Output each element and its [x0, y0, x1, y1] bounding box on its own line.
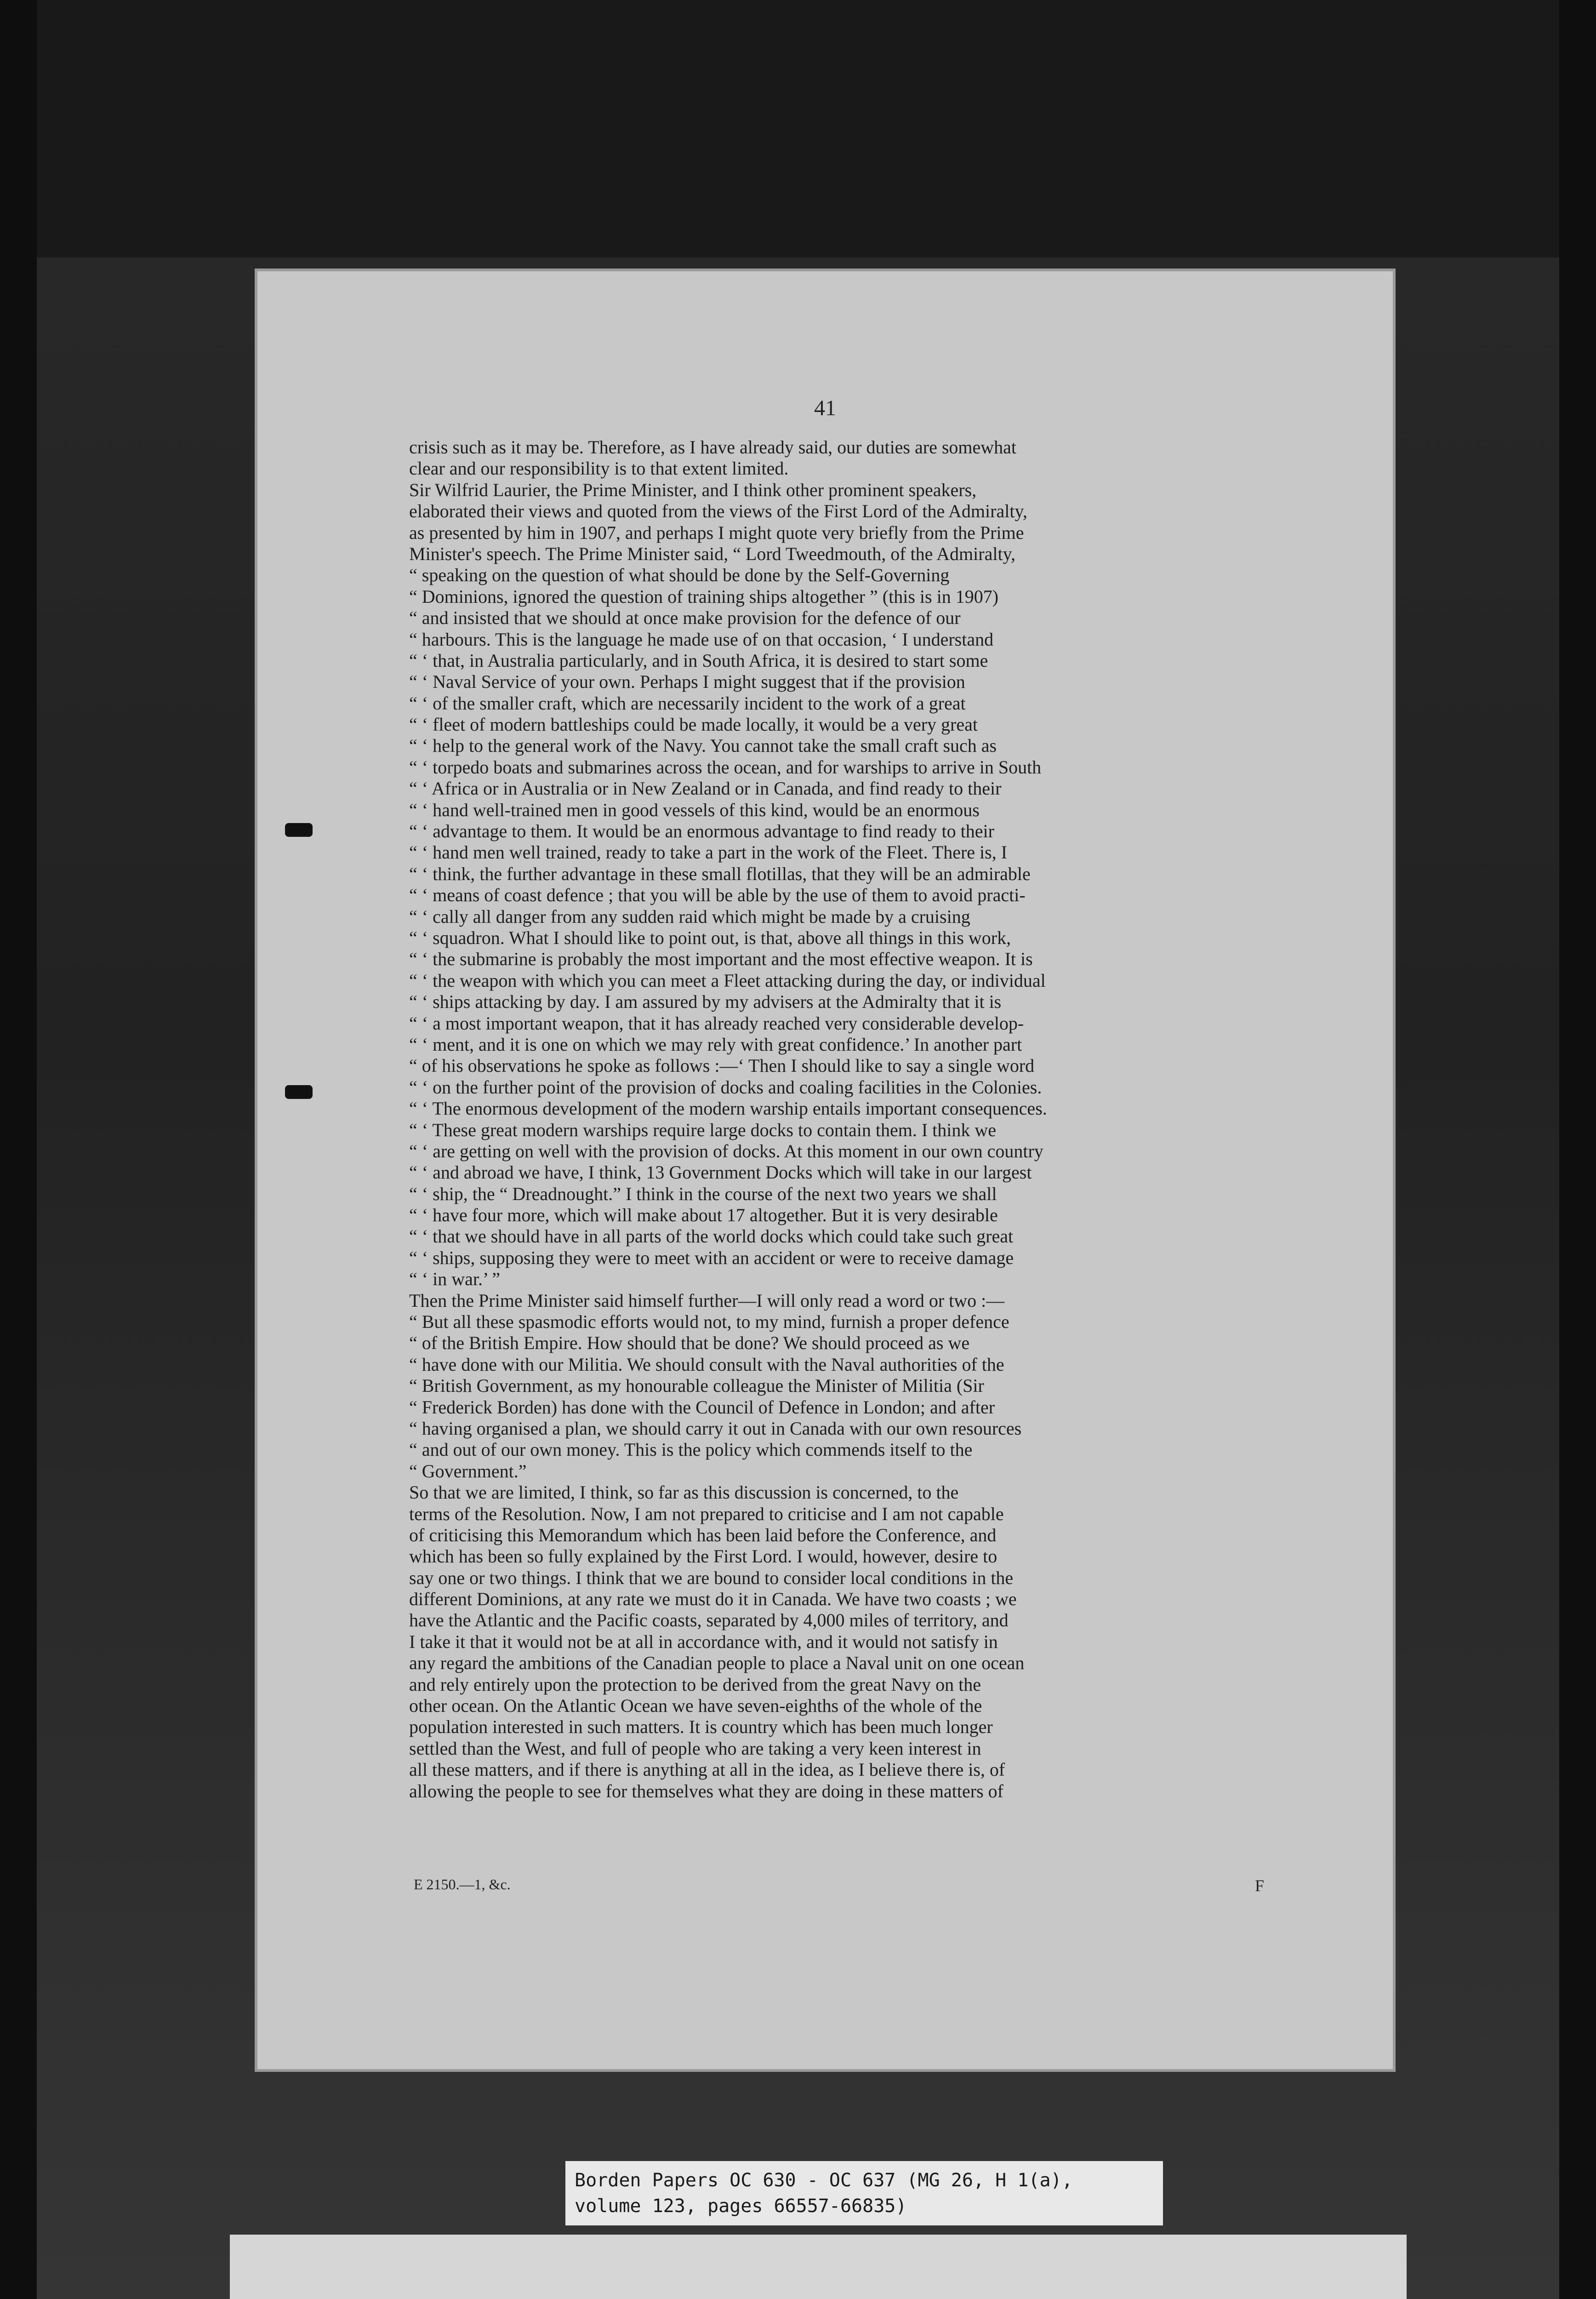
text-line: “ ‘ Naval Service of your own. Perhaps I might suggest that if the provision [409, 671, 965, 692]
text-line: “ speaking on the question of what should be done by the Self-Governing [409, 565, 950, 586]
text-line: all these matters, and if there is anything at all in the idea, as I believe there is, of [409, 1759, 1005, 1780]
text-line: I take it that it would not be at all in accordance with, and it would not satisfy in [409, 1631, 998, 1652]
text-line: “ ‘ fleet of modern battleships could be made locally, it would be a very great [409, 714, 978, 735]
text-line: Minister's speech. The Prime Minister said, “ Lord Tweedmouth, of the Admiralty, [409, 543, 1015, 564]
text-line: which has been so fully explained by the First Lord. I would, however, desire to [409, 1546, 998, 1567]
text-line: “ ‘ The enormous development of the modern warship entails important consequences. [409, 1098, 1047, 1119]
text-line: “ ‘ help to the general work of the Navy. You cannot take the small craft such as [409, 735, 997, 756]
film-edge-right [1559, 0, 1596, 2299]
text-line: clear and our responsibility is to that extent limited. [409, 458, 789, 479]
footer-print-code: E 2150.—1, &c. [414, 1876, 511, 1893]
text-line: and rely entirely upon the protection to be derived from the great Navy on the [409, 1674, 981, 1695]
text-line: as presented by him in 1907, and perhaps I might quote very briefly from the Prime [409, 522, 1024, 543]
text-line: Sir Wilfrid Laurier, the Prime Minister, and I think other prominent speakers, [409, 479, 977, 500]
text-line: Then the Prime Minister said himself further—I will only read a word or two :— [409, 1290, 1005, 1311]
reference-slip [565, 2161, 1163, 2225]
text-line: “ ‘ the submarine is probably the most important and the most effective weapon. It is [409, 949, 1033, 970]
text-line: say one or two things. I think that we are bound to consider local conditions in the [409, 1567, 1014, 1588]
text-line: “ Frederick Borden) has done with the Council of Defence in London; and after [409, 1396, 995, 1418]
text-line: “ ‘ ment, and it is one on which we may rely with great confidence.’ In another part [409, 1034, 1022, 1055]
footer-signature-mark: F [1255, 1876, 1265, 1895]
text-line: “ and out of our own money. This is the policy which commends itself to the [409, 1439, 973, 1460]
text-line: “ ‘ of the smaller craft, which are necessarily incident to the work of a great [409, 692, 966, 714]
text-line: “ ‘ in war.’ ” [409, 1269, 501, 1290]
text-line: crisis such as it may be. Therefore, as I have already said, our duties are somewhat [409, 437, 1017, 458]
text-line: “ ‘ that, in Australia particularly, and in South Africa, it is desired to start some [409, 650, 988, 671]
text-line: “ ‘ are getting on well with the provision of docks. At this moment in our own country [409, 1140, 1043, 1161]
text-line: “ ‘ hand men well trained, ready to take a part in the work of the Fleet. There is, I [409, 842, 1008, 863]
text-line: “ of his observations he spoke as follows :—‘ Then I should like to say a single word [409, 1055, 1035, 1076]
text-line: “ British Government, as my honourable colleague the Minister of Militia (Sir [409, 1375, 984, 1396]
text-line: any regard the ambitions of the Canadian people to place a Naval unit on one ocean [409, 1653, 1025, 1674]
text-line: allowing the people to see for themselves what they are doing in these matters of [409, 1780, 1003, 1801]
text-line: “ ‘ ships attacking by day. I am assured by my advisers at the Admiralty that it is [409, 991, 1002, 1012]
body-text [409, 437, 1259, 1802]
binding-clip-mark [285, 823, 313, 837]
reference-line-1: Borden Papers OC 630 - OC 637 (MG 26, H 1(a), [575, 2170, 1073, 2191]
text-line: “ ‘ think, the further advantage in these small flotillas, that they will be an admirable [409, 863, 1031, 884]
text-line: “ Government.” [409, 1460, 527, 1481]
document-page [257, 271, 1393, 2069]
top-dark-band [0, 0, 1596, 257]
text-line: “ have done with our Militia. We should consult with the Naval authorities of the [409, 1354, 1004, 1375]
text-line: “ ‘ torpedo boats and submarines across the ocean, and for warships to arrive in South [409, 756, 1042, 778]
film-edge-left [0, 0, 37, 2299]
text-line: of criticising this Memorandum which has been laid before the Conference, and [409, 1524, 997, 1545]
text-line: different Dominions, at any rate we must do it in Canada. We have two coasts ; we [409, 1589, 1017, 1610]
text-line: So that we are limited, I think, so far as this discussion is concerned, to the [409, 1482, 959, 1503]
text-line: “ ‘ Africa or in Australia or in New Zealand or in Canada, and find ready to their [409, 778, 1002, 799]
text-line: “ and insisted that we should at once make provision for the defence of our [409, 607, 961, 629]
text-line: “ ‘ advantage to them. It would be an enormous advantage to find ready to their [409, 821, 994, 842]
archives-card [230, 2235, 1407, 2299]
text-line: “ harbours. This is the language he made use of on that occasion, ‘ I understand [409, 629, 994, 650]
text-line: “ ‘ ships, supposing they were to meet with an accident or were to receive damage [409, 1247, 1014, 1268]
page-number: 41 [814, 396, 836, 420]
text-line: terms of the Resolution. Now, I am not prepared to criticise and I am not capable [409, 1503, 1004, 1524]
text-line: “ ‘ and abroad we have, I think, 13 Government Docks which will take in our largest [409, 1162, 1032, 1183]
text-line: “ ‘ cally all danger from any sudden raid which might be made by a cruising [409, 906, 970, 927]
text-line: other ocean. On the Atlantic Ocean we have seven-eighths of the whole of the [409, 1695, 982, 1716]
text-line: “ ‘ ship, the “ Dreadnought.” I think in the course of the next two years we shall [409, 1183, 997, 1204]
text-line: “ ‘ that we should have in all parts of the world docks which could take such great [409, 1226, 1014, 1247]
text-line: “ ‘ have four more, which will make about 17 altogether. But it is very desirable [409, 1205, 998, 1226]
text-line: “ ‘ means of coast defence ; that you will be able by the use of them to avoid practi- [409, 885, 1026, 906]
reference-line-2: volume 123, pages 66557-66835) [575, 2196, 907, 2217]
text-line: “ of the British Empire. How should that be done? We should proceed as we [409, 1333, 970, 1354]
text-line: settled than the West, and full of people who are taking a very keen interest in [409, 1738, 981, 1759]
text-line: “ ‘ hand well-trained men in good vessels of this kind, would be an enormous [409, 799, 980, 820]
text-line: elaborated their views and quoted from the views of the First Lord of the Admiralty, [409, 501, 1027, 522]
text-line: “ ‘ These great modern warships require large docks to contain them. I think we [409, 1119, 997, 1140]
binding-clip-mark [285, 1085, 313, 1099]
text-line: “ ‘ squadron. What I should like to point out, is that, above all things in this work, [409, 927, 1011, 948]
text-line: “ ‘ on the further point of the provision of docks and coaling facilities in the Colonies. [409, 1076, 1042, 1098]
text-line: “ ‘ a most important weapon, that it has already reached very considerable develop- [409, 1012, 1024, 1034]
text-line: “ Dominions, ignored the question of training ships altogether ” (this is in 1907) [409, 586, 999, 607]
text-line: “ But all these spasmodic efforts would not, to my mind, furnish a proper defence [409, 1311, 1009, 1333]
text-line: “ ‘ the weapon with which you can meet a Fleet attacking during the day, or individual [409, 970, 1046, 991]
text-line: “ having organised a plan, we should carry it out in Canada with our own resources [409, 1418, 1022, 1439]
text-line: have the Atlantic and the Pacific coasts, separated by 4,000 miles of territory, and [409, 1610, 1009, 1631]
text-line: population interested in such matters. It is country which has been much longer [409, 1716, 993, 1738]
